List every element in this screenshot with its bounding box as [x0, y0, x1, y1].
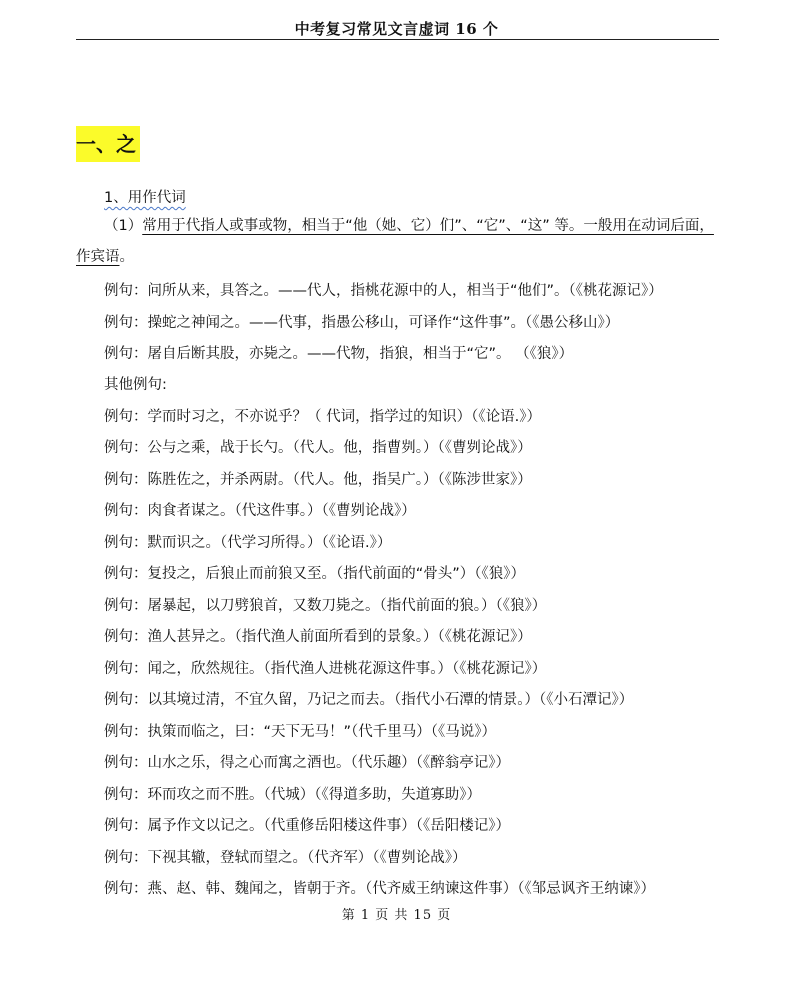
example-line: 例句：问所从来，具答之。——代人，指桃花源中的人，相当于“他们”。（《桃花源记》）: [104, 283, 663, 299]
paragraph-end: 。: [119, 249, 134, 265]
example-line: 例句：环而攻之而不胜。（代城）（《得道多助，失道寡助》）: [104, 787, 481, 803]
subheading: 1、用作代词: [104, 190, 186, 206]
example-line: 例句：执策而临之，曰：“天下无马！”（代千里马）（《马说》）: [104, 724, 497, 740]
example-line: 例句：复投之，后狼止而前狼又至。（指代前面的“骨头”）（《狼》）: [104, 566, 526, 582]
header-divider: [76, 39, 719, 40]
paragraph-prefix: （1）: [104, 218, 143, 234]
example-line: 例句：屠暴起，以刀劈狼首，又数刀毙之。（指代前面的狼。）（《狼》）: [104, 598, 547, 614]
example-line: 例句：屠自后断其股，亦毙之。——代物，指狼，相当于“它”。 （《狼》）: [104, 346, 574, 362]
example-line: 例句：公与之乘，战于长勺。（代人。他，指曹刿。）（《曹刿论战》）: [104, 440, 532, 456]
page-number-footer: 第 1 页 共 15 页: [341, 908, 452, 923]
example-line: 例句：山水之乐，得之心而寓之酒也。（代乐趣）（《醉翁亭记》）: [104, 755, 510, 771]
other-examples-label: 其他例句:: [104, 377, 167, 393]
page-header-title: 中考复习常见文言虚词 16 个: [294, 20, 499, 38]
example-line: 例句：学而时习之，不亦说乎？（ 代词，指学过的知识）（《论语.》）: [104, 409, 541, 425]
example-line: 例句：下视其辙，登轼而望之。（代齐军）（《曹刿论战》）: [104, 850, 467, 866]
example-line: 例句：陈胜佐之，并杀两尉。（代人。他，指吴广。）（《陈涉世家》）: [104, 472, 532, 488]
example-line: 例句：操蛇之神闻之。——代事，指愚公移山，可译作“这件事”。（《愚公移山》）: [104, 315, 620, 331]
example-line: 例句：闻之，欣然规往。（指代渔人进桃花源这件事。）（《桃花源记》）: [104, 661, 547, 677]
example-line: 例句：默而识之。（代学习所得。）（《论语.》）: [104, 535, 392, 551]
example-line: 例句：肉食者谋之。（代这件事。）（《曹刿论战》）: [104, 503, 416, 519]
example-line: 例句：燕、赵、韩、魏闻之，皆朝于齐。（代齐威王纳谏这件事）（《邹忌讽齐王纳谏》）: [104, 881, 655, 897]
section-heading: 一、之: [76, 126, 140, 162]
example-line: 例句：以其境过清，不宜久留，乃记之而去。（指代小石潭的情景。）（《小石潭记》）: [104, 692, 634, 708]
example-line: 例句：属予作文以记之。（代重修岳阳楼这件事）（《岳阳楼记》）: [104, 818, 510, 834]
example-line: 例句：渔人甚异之。（指代渔人前面所看到的景象。）（《桃花源记》）: [104, 629, 532, 645]
paragraph-underlined-a: 常用于代指人或事或物，相当于“他（她、它）们”、“它”、“这” 等。一般用在动词后面，: [142, 218, 714, 234]
paragraph-underlined-b: 作宾语: [76, 249, 120, 265]
definition-paragraph: [76, 211, 721, 273]
